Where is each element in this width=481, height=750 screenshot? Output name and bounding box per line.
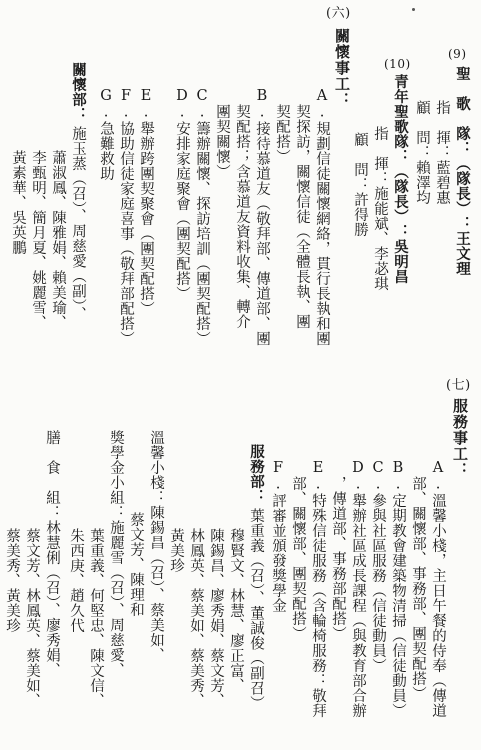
care-item-b-3: 團契關懷） — [214, 104, 230, 179]
service-item-d-2: ，傳道部、事務部配搭） — [330, 476, 346, 641]
service-item-e-1: E.特殊信徒服務（含輪椅服務：敬拜 — [310, 460, 326, 718]
meal-group-1: 膳 食 組：林慧俐（召）、廖秀娟、 — [44, 430, 60, 678]
scholarship-group-1: 獎學金小組：施麗雪（召）、周慈愛、 — [108, 430, 124, 678]
care-dept-members-2: 蕭淑鳳、陳雅娟、賴美瑜、 — [50, 150, 66, 330]
care-item-a-2: 契探訪，關懷信徒（全體長執、團 — [294, 104, 310, 329]
care-item-e: E.舉辦跨團契聚會（團契配搭） — [138, 88, 154, 316]
care-dept-label: 關懷部： — [70, 62, 87, 122]
service-item-f: F.評審並頒發獎學金 — [270, 460, 286, 613]
choir-conductor: 指 揮：藍碧惠 — [434, 100, 450, 205]
section-6-label: (六) — [326, 6, 351, 21]
service-dept-label: 服務部： — [248, 444, 265, 504]
scholarship-group-2: 葉重義、何堅忠、陳文信、 — [88, 528, 104, 708]
choir-name: 聖 歌 隊：（隊長）：王文理 — [454, 66, 471, 276]
choir-advisor: 顧 問：賴澤均 — [414, 100, 430, 205]
scholarship-group-3: 朱西庚、趙久代 — [68, 528, 84, 633]
canteen-group-1: 溫馨小棧：陳錫昌（召）、蔡美如、 — [148, 430, 164, 663]
service-item-d-1: D.舉辦社區成長課程（與教育部合辦 — [350, 460, 366, 718]
meal-group-3: 蔡美秀、黃美珍 — [4, 528, 20, 633]
service-dept-members-3: 陳錫昌、廖秀娟、蔡文芳、 — [208, 528, 224, 708]
service-dept-members-2: 穆賢文、林慧、廖正富、 — [228, 528, 244, 693]
service-item-a-2: 部、關懷部、事務部、團契配搭） — [410, 476, 426, 701]
care-item-d: D.安排家庭聚會（團契配搭） — [174, 88, 190, 301]
care-dept-members-3: 李甄明、簡月夏、姚麗雪、 — [30, 150, 46, 330]
care-item-b-1: B.接待慕道友（敬拜部、傳道部、團 — [254, 88, 270, 346]
scan-speck — [412, 8, 415, 11]
care-item-f: F.協助信徒家庭喜事（敬拜部配搭） — [118, 88, 134, 346]
service-dept-members-4: 林鳳英、蔡美如、蔡美秀、 — [188, 528, 204, 708]
care-item-a-1: A.規劃信徒關懷網絡，貫行長執和團 — [314, 88, 330, 346]
care-item-g: G.急難救助 — [98, 88, 114, 181]
youth-choir-advisor: 顧 問：許得勝 — [352, 132, 368, 237]
care-dept-members-1: 施玉蒸（召）、周慈愛（副）、 — [70, 126, 86, 322]
meal-group-2: 蔡文芳、林鳳英、蔡美如、 — [24, 528, 40, 708]
service-item-c: C.參與社區服務（信徒動員） — [370, 460, 386, 673]
section-6-title: 關懷事工： — [333, 28, 351, 108]
section-7-title: 服務事工： — [451, 398, 469, 478]
choir-label: (9) — [448, 47, 467, 61]
canteen-group-2: 蔡文芳、陳理和 — [128, 512, 144, 617]
care-item-a-3: 契配搭） — [274, 104, 290, 164]
youth-choir-name: 青年聖歌隊：（隊長）：吳明昌 — [392, 74, 409, 284]
care-dept-members-4: 黃素華、吳英鵬 — [10, 150, 26, 255]
service-item-b: B.定期教會建築物清掃（信徒動員） — [390, 460, 406, 718]
service-item-e-2: 部、關懷部、團契配搭） — [290, 476, 306, 641]
care-item-c: C.籌辦關懷、探訪培訓（團契配搭） — [194, 88, 210, 346]
care-item-b-2: 契配搭；含慕道友資料收集、轉介 — [234, 104, 250, 329]
youth-choir-conductor: 指 揮：施能斌、李苾琪 — [372, 126, 388, 291]
youth-choir-label: (10) — [384, 57, 411, 71]
section-7-label: (七) — [446, 378, 471, 393]
service-dept-members-5: 黃美珍 — [168, 528, 184, 573]
service-dept-members-1: 葉重義（召）、董誠俊（副召） — [248, 508, 264, 711]
service-item-a-1: A.溫馨小棧，主日午餐的侍奉（傳道 — [430, 460, 446, 718]
